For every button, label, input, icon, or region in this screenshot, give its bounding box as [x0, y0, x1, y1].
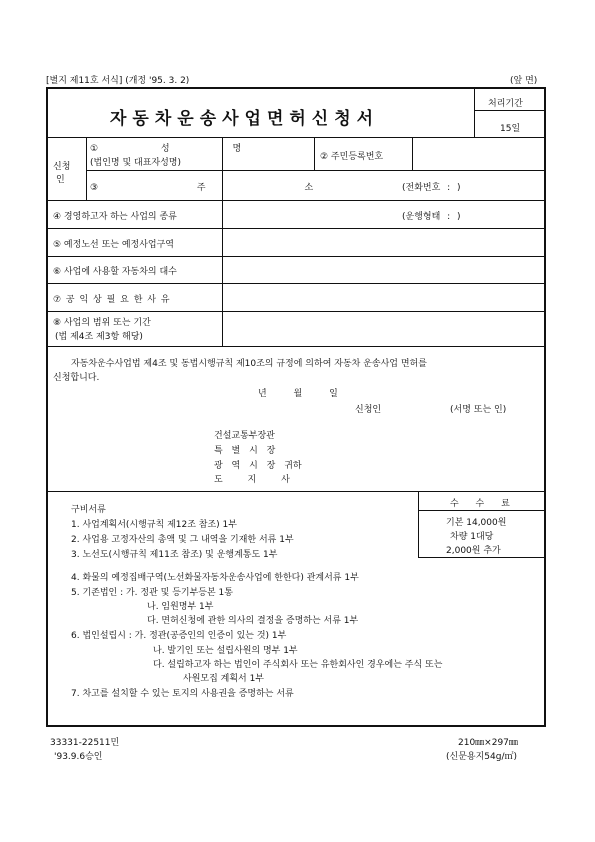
business-type-label: ④ 경영하고자 하는 사업의 종류 — [53, 212, 177, 222]
vehicle-count-field[interactable] — [224, 258, 544, 281]
document-item: 7. 차고를 설치할 수 있는 토지의 사용권을 증명하는 서류 — [71, 689, 294, 699]
sign-note: (서명 또는 인) — [450, 405, 507, 415]
applicant-label-2: 인 — [56, 175, 65, 185]
document-item: 3. 노선도(시행규칙 제11조 참조) 및 운행계통도 1부 — [71, 550, 278, 560]
public-reason-label: ⑦ 공 익 상 필 요 한 사 유 — [53, 295, 171, 305]
fee-heading: 수 수 료 — [450, 499, 510, 509]
paper-type: (신문용지54g/㎡) — [446, 752, 517, 762]
document-subitem: 다. 면허신청에 관한 의사의 결정을 증명하는 서류 1부 — [147, 616, 359, 626]
applicant-signature-label: 신청인 — [355, 405, 382, 415]
divider — [474, 87, 475, 137]
resident-number-label: ② 주민등록번호 — [320, 152, 384, 162]
document-subitem: 나. 임원명부 1부 — [147, 602, 214, 612]
approval-date: '93.9.6승인 — [54, 752, 103, 762]
document-item: 2. 사업용 고정자산의 총액 및 그 내역을 기재한 서류 1부 — [71, 535, 294, 545]
scope-field[interactable] — [224, 313, 544, 344]
divider — [222, 137, 223, 346]
form-reference: [별지 제11호 서식] (개정 '95. 3. 2) — [46, 76, 190, 86]
resident-number-field[interactable] — [414, 139, 544, 168]
divider — [46, 491, 546, 492]
form-number: 33331-22511민 — [50, 738, 120, 748]
document-subitem: 사원모집 계획서 1부 — [183, 674, 265, 684]
route-area-label: ⑤ 예정노선 또는 예정사업구역 — [53, 240, 174, 250]
addressee-metro: 광 역 시 장 귀하 — [214, 461, 302, 471]
fee-per-vehicle: 차량 1대당 — [450, 532, 494, 542]
divider — [46, 200, 546, 201]
divider — [418, 491, 419, 557]
address-field[interactable] — [224, 172, 394, 198]
divider — [46, 311, 546, 312]
divider — [474, 110, 546, 111]
name-label-sub: (법인명 및 대표자성명) — [90, 158, 181, 168]
address-label: ③ 주 소 — [90, 183, 314, 193]
divider — [86, 170, 546, 171]
addressee-governor: 도 지 사 — [214, 475, 290, 485]
statement-text-2: 신청합니다. — [53, 373, 100, 383]
business-type-field[interactable] — [224, 202, 394, 226]
divider — [86, 137, 87, 200]
document-subitem: 나. 발기인 또는 설립사원의 명부 1부 — [153, 646, 298, 656]
addressee-minister: 건설교통부장관 — [214, 431, 275, 441]
name-label: ① 성 명 — [90, 144, 242, 154]
processing-period-label: 처리기간 — [488, 99, 523, 109]
vehicle-count-label: ⑥ 사업에 사용할 자동차의 대수 — [53, 267, 177, 277]
scope-label-sub: (법 제4조 제3항 해당) — [55, 332, 143, 342]
phone-label: (전화번호 : ) — [402, 183, 461, 193]
form-title: 자동차운송사업면허신청서 — [110, 109, 380, 129]
operation-type-label: (운행형태 : ) — [402, 212, 461, 222]
statement-text: 자동차운수사업법 제4조 및 동법시행규칙 제10조의 규정에 의하여 자동차 운송사업 면허를 — [71, 359, 427, 369]
fee-base: 기본 14,000원 — [446, 518, 507, 528]
divider — [412, 137, 413, 170]
scope-label: ⑧ 사업의 범위 또는 기간 — [53, 318, 151, 328]
fee-additional: 2,000원 추가 — [446, 546, 501, 556]
date-line: 년 월 일 — [258, 389, 338, 399]
document-item: 4. 화물의 예정집배구역(노선화물자동차운송사업에 한한다) 관계서류 1부 — [71, 573, 359, 583]
processing-period-value: 15일 — [500, 124, 521, 134]
document-item: 1. 사업계획서(시행규칙 제12조 참조) 1부 — [71, 520, 237, 530]
public-reason-field[interactable] — [224, 285, 544, 309]
name-field[interactable] — [224, 139, 312, 168]
route-area-field[interactable] — [224, 230, 544, 254]
page-side-label: (앞 면) — [510, 76, 538, 86]
document-item: 5. 기존법인 : 가. 정관 및 등기부등본 1통 — [71, 588, 233, 598]
divider — [46, 228, 546, 229]
divider — [418, 557, 546, 558]
divider — [314, 137, 315, 170]
applicant-label: 신청 — [53, 162, 71, 172]
document-subitem: 다. 설립하고자 하는 법인이 주식회사 또는 유한회사인 경우에는 주식 또는 — [153, 660, 443, 670]
addressee-mayor: 특 별 시 장 — [214, 446, 276, 456]
divider — [418, 510, 546, 511]
divider — [46, 346, 546, 347]
paper-size: 210㎜×297㎜ — [458, 738, 518, 748]
divider — [46, 283, 546, 284]
document-item: 6. 법인설립시 : 가. 정관(공증인의 인증이 있는 것) 1부 — [71, 631, 287, 641]
documents-heading: 구비서류 — [71, 505, 106, 515]
divider — [46, 256, 546, 257]
divider — [46, 137, 546, 138]
